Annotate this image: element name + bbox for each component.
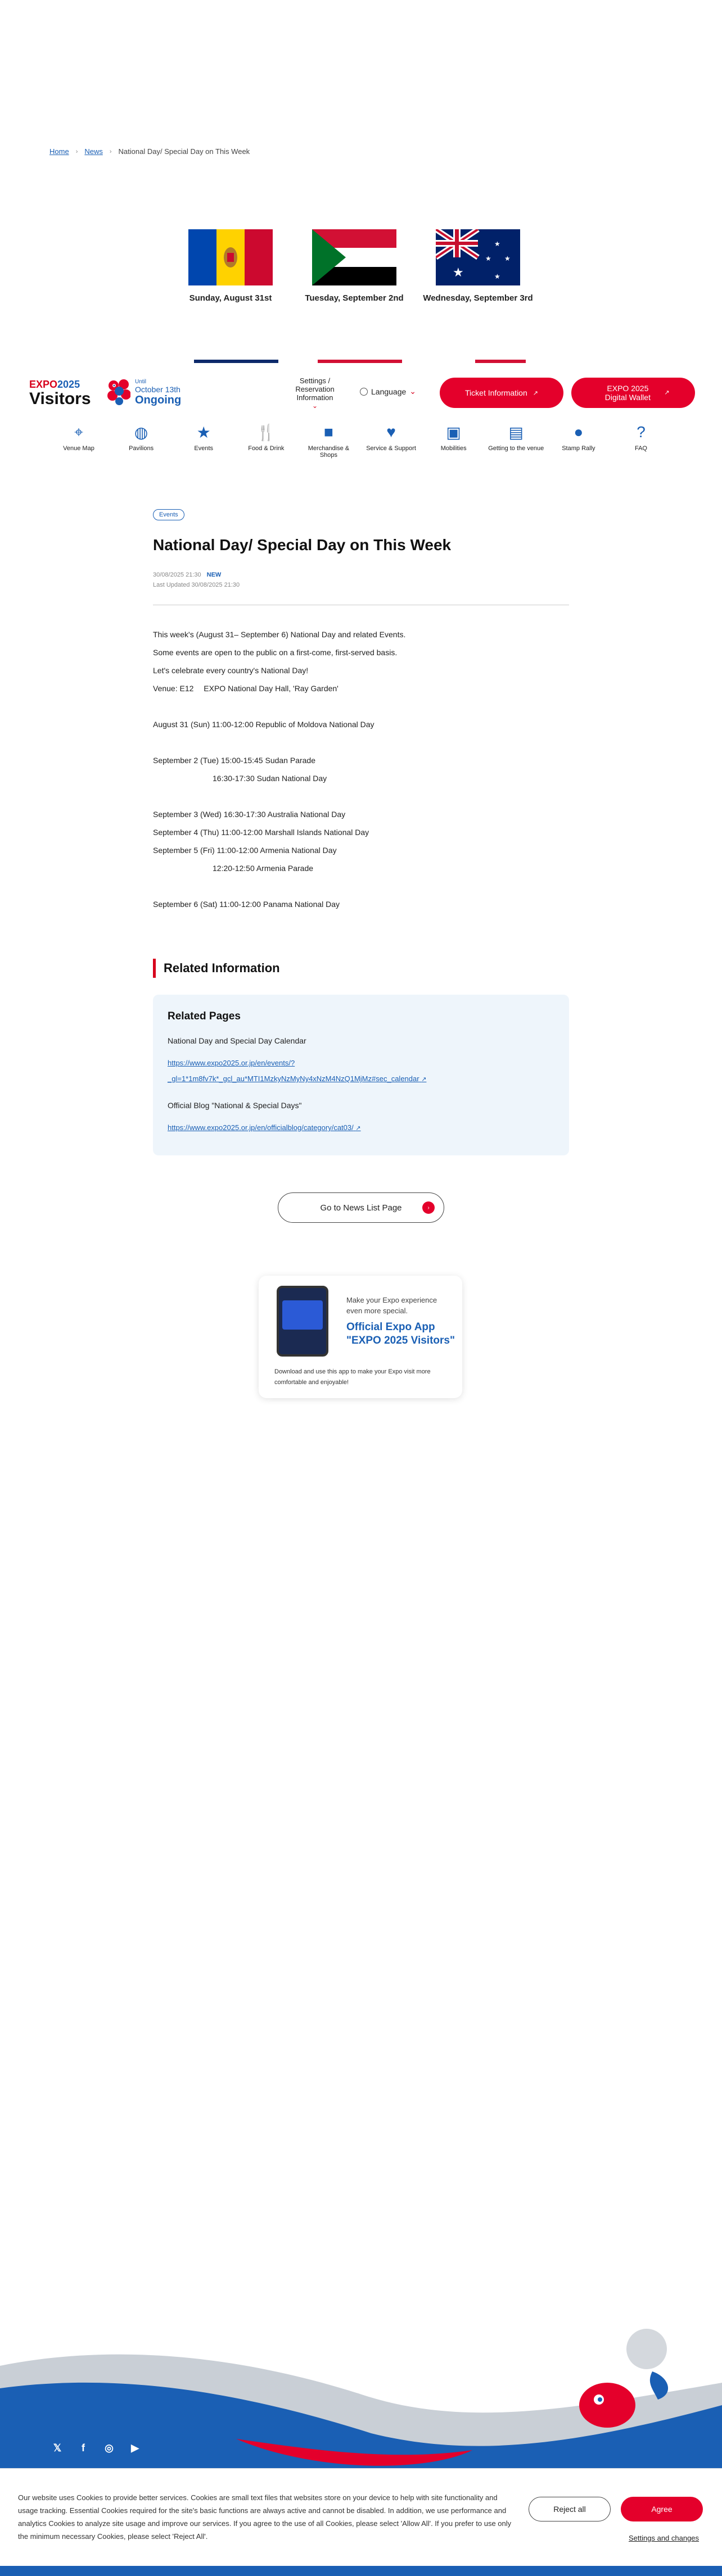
breadcrumb-separator: › [75,148,78,155]
event-period [135,379,181,407]
app-title-line: Official Expo App [346,1321,435,1333]
svg-text:★: ★ [504,255,511,262]
external-link-icon: ↗ [664,389,670,396]
chevron-down-icon: ⌄ [312,402,318,410]
flag-underline-moldova [194,360,278,363]
national-day-flags [186,229,533,303]
schedule-line: 16:30-17:30 Sudan National Day [213,774,327,783]
footer-strip [0,2566,722,2576]
stamp-icon: ● [574,423,584,441]
until-status: Ongoing [135,394,182,406]
digital-wallet-button[interactable] [571,378,695,408]
until-date: October 13th [135,385,180,394]
nav-merchandise-shops[interactable] [300,423,357,459]
new-badge: NEW [206,572,222,578]
question-icon: ? [637,423,646,441]
nav-label: Getting to the venue [488,445,544,452]
nav-service-support[interactable] [363,423,419,459]
cookie-text: Our website uses Cookies to provide better services. Cookies are small text files that websites store on your device to help with site functionality and usage tracking. Essential Cookies required for the site's basic functions are always active and cannot be disabled. In addition, we use performance and analytics Cookies to analyze site usage and improve our services. If you agree to the use of all Cookies, please select 'Allow All'. If you prefer to use only the minimum necessary Cookies, please select 'Reject All'. [18,2493,512,2541]
sudan-flag [312,229,396,285]
globe-icon: ◍ [134,423,148,441]
app-desc-line: comfortable and enjoyable! [274,1379,349,1386]
schedule-line: September 6 (Sat) 11:00-12:00 Panama National Day [153,900,340,909]
external-link-icon: ↗ [533,389,538,397]
schedule-line: September 3 (Wed) 16:30-17:30 Australia National Day [153,810,346,819]
hand-heart-icon: ♥ [386,423,396,441]
external-link-icon: ↗ [355,1125,361,1132]
nav-label: Events [194,445,214,452]
star-icon: ★ [196,423,211,441]
nav-getting-to-venue[interactable] [488,423,544,459]
schedule-line: 12:20-12:50 Armenia Parade [213,864,314,873]
cookie-settings-link[interactable]: Settings and changes [629,2534,700,2542]
train-icon: ▤ [508,423,524,441]
flag-caption: Tuesday, September 2nd [305,293,404,303]
myaku-myaku-mascot-icon [107,379,130,406]
flag-card-australia [423,229,533,303]
main-navigation [51,423,669,459]
related-item-label: National Day and Special Day Calendar [168,1036,306,1045]
phone-mockup-icon [277,1286,328,1357]
intro-line: Venue: E12 EXPO National Day Hall, 'Ray Garden' [153,684,339,693]
calendar-link-text: _gl=1*1m8fv7k*_gcl_au*MTI1MzkyNzMyNy4xNzM4NzQ1MjMz#sec_calendar [168,1074,419,1083]
related-item-label: Official Blog "National & Special Days" [168,1101,302,1110]
nav-food-drink[interactable] [238,423,294,459]
news-article [153,509,569,913]
page-title: National Day/ Special Day on This Week [153,536,452,554]
schedule-line: September 2 (Tue) 15:00-15:45 Sudan Parade [153,756,316,765]
nav-faq[interactable] [613,423,669,459]
x-icon[interactable]: 𝕏 [53,2442,62,2453]
settings-reservation-button[interactable] [287,377,343,410]
calendar-link[interactable] [168,1055,554,1087]
until-label: Until [135,379,147,385]
reject-all-button[interactable]: Reject all [529,2497,611,2521]
breadcrumb-current: National Day/ Special Day on This Week [118,147,250,156]
language-selector[interactable] [360,387,416,396]
chevron-down-icon: ⌄ [409,387,417,396]
app-small-line: even more special. [346,1307,408,1315]
app-desc-line: Download and use this app to make your Expo visit more [274,1368,431,1375]
nav-label: Merchandise & Shops [308,445,350,459]
app-title-line: "EXPO 2025 Visitors" [346,1335,455,1346]
intro-line: Some events are open to the public on a first-come, first-served basis. [153,648,398,657]
nav-label: Stamp Rally [562,445,595,452]
flag-caption: Sunday, August 31st [189,293,272,303]
map-pin-icon: ⌖ [74,423,83,441]
australia-flag [436,229,520,285]
nav-label: Venue Map [63,445,94,452]
logo-year: 2025 [57,379,80,390]
nav-venue-map[interactable] [51,423,107,459]
ticket-information-button[interactable] [440,378,563,408]
globe-icon [360,388,368,396]
go-to-news-list-button[interactable] [278,1192,444,1223]
fork-knife-icon: 🍴 [256,423,276,441]
svg-text:★: ★ [494,240,500,248]
updated-date: Last Updated 30/08/2025 21:30 [153,582,240,588]
schedule-line: September 4 (Thu) 11:00-12:00 Marshall Islands National Day [153,828,369,837]
breadcrumb-news-link[interactable]: News [84,147,103,156]
flag-card-sudan [305,229,404,303]
related-information-heading: Related Information [153,959,280,978]
nav-stamp-rally[interactable] [550,423,607,459]
article-meta [153,570,569,590]
published-date: 30/08/2025 21:30 [153,572,201,578]
shopping-bag-icon: ■ [323,423,333,441]
language-label: Language [371,387,407,396]
flag-underline-sudan [318,360,402,363]
related-pages-title: Related Pages [168,1010,241,1022]
svg-text:★: ★ [485,255,491,262]
vehicle-icon: ▣ [446,423,461,441]
external-link-icon: ↗ [421,1076,427,1083]
intro-line: Let's celebrate every country's National Day! [153,666,309,675]
wallet-label: EXPO 2025 Digital Wallet [604,384,651,402]
app-small-line: Make your Expo experience [346,1296,437,1304]
nav-mobilities[interactable] [426,423,482,459]
expo-logo[interactable] [29,379,91,407]
related-pages-box [153,995,569,1155]
flag-caption: Wednesday, September 3rd [423,293,533,303]
category-tag[interactable]: Events [153,509,184,520]
youtube-icon[interactable]: ▶ [131,2442,139,2453]
blog-link-text: https://www.expo2025.or.jp/en/officialblog/category/cat03/ [168,1123,354,1132]
site-header [0,371,722,427]
breadcrumb-home-link[interactable]: Home [49,147,69,156]
flag-underline-australia [441,360,526,363]
moldova-flag [188,229,273,285]
nav-label: Food & Drink [248,445,285,452]
instagram-icon[interactable]: ◎ [105,2442,114,2453]
nav-label: Mobilities [440,445,467,452]
social-links [49,2440,143,2456]
official-app-card[interactable] [259,1276,462,1398]
calendar-link-text: https://www.expo2025.or.jp/en/events/? [168,1059,295,1067]
svg-text:★: ★ [494,273,500,280]
breadcrumb [49,147,250,156]
news-button-label: Go to News List Page [320,1203,402,1213]
flag-card-moldova [186,229,276,303]
settings-label: Settings / Reservation Information [295,377,335,402]
nav-label: Pavilions [129,445,154,452]
ticket-label: Ticket Information [465,388,527,397]
logo-expo: EXPO [29,379,58,390]
facebook-icon[interactable]: f [82,2442,85,2453]
logo-visitors: Visitors [29,389,91,408]
arrow-right-icon: › [422,1201,435,1214]
nav-events[interactable] [175,423,232,459]
blog-link[interactable] [168,1120,554,1136]
breadcrumb-separator: › [109,148,112,155]
svg-text:★: ★ [453,266,464,280]
intro-line: This week's (August 31– September 6) National Day and related Events. [153,630,406,639]
agree-button[interactable]: Agree [621,2497,703,2521]
schedule-line: September 5 (Fri) 11:00-12:00 Armenia National Day [153,846,337,855]
nav-pavilions[interactable] [113,423,169,459]
article-body [153,625,569,913]
cookie-banner [0,2468,722,2566]
nav-label: Service & Support [366,445,416,452]
nav-label: FAQ [634,445,647,452]
schedule-line: August 31 (Sun) 11:00-12:00 Republic of Moldova National Day [153,720,374,729]
